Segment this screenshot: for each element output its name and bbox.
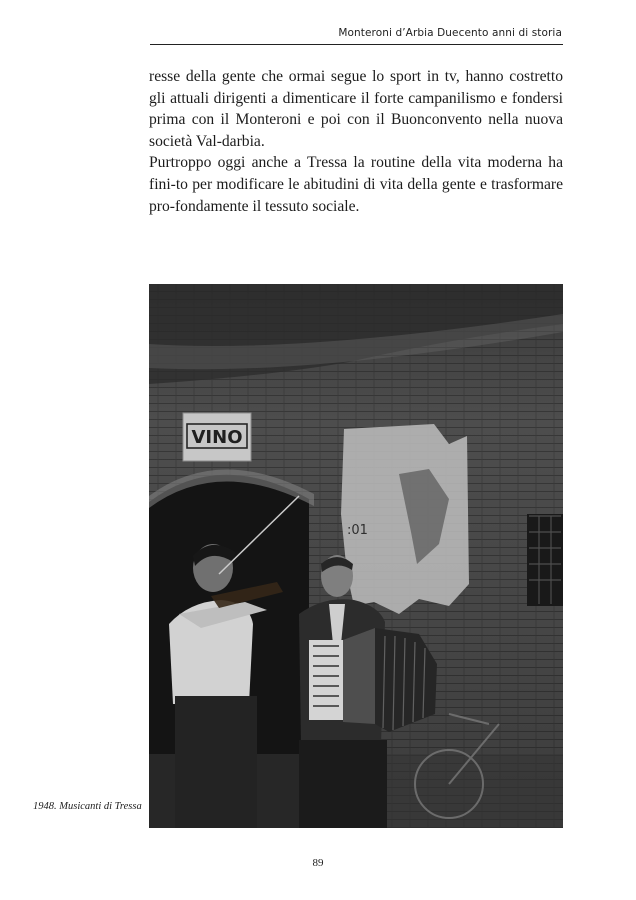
vino-sign-label: VINO xyxy=(191,427,243,448)
body-text xyxy=(149,66,563,217)
paragraph: resse della gente che ormai segue lo sport in tv, hanno costretto gli attuali dirigenti a dimenticare il forte campanilismo e fondersi prima con il Monteroni e poi con il Buonconvento nella nuova società Val-darbia. xyxy=(149,68,563,150)
running-header: Monteroni d’Arbia Duecento anni di storia xyxy=(338,27,562,39)
photograph xyxy=(149,284,563,828)
svg-text::01: :01 xyxy=(347,523,368,538)
photo-caption: 1948. Musicanti di Tressa xyxy=(33,801,142,812)
header-rule xyxy=(150,44,563,45)
page-number: 89 xyxy=(312,857,324,869)
paragraph: Purtroppo oggi anche a Tressa la routine della vita moderna ha fini-to per modificare le abitudini di vita della gente e trasformare pro-fondamente il tessuto sociale. xyxy=(149,154,563,215)
